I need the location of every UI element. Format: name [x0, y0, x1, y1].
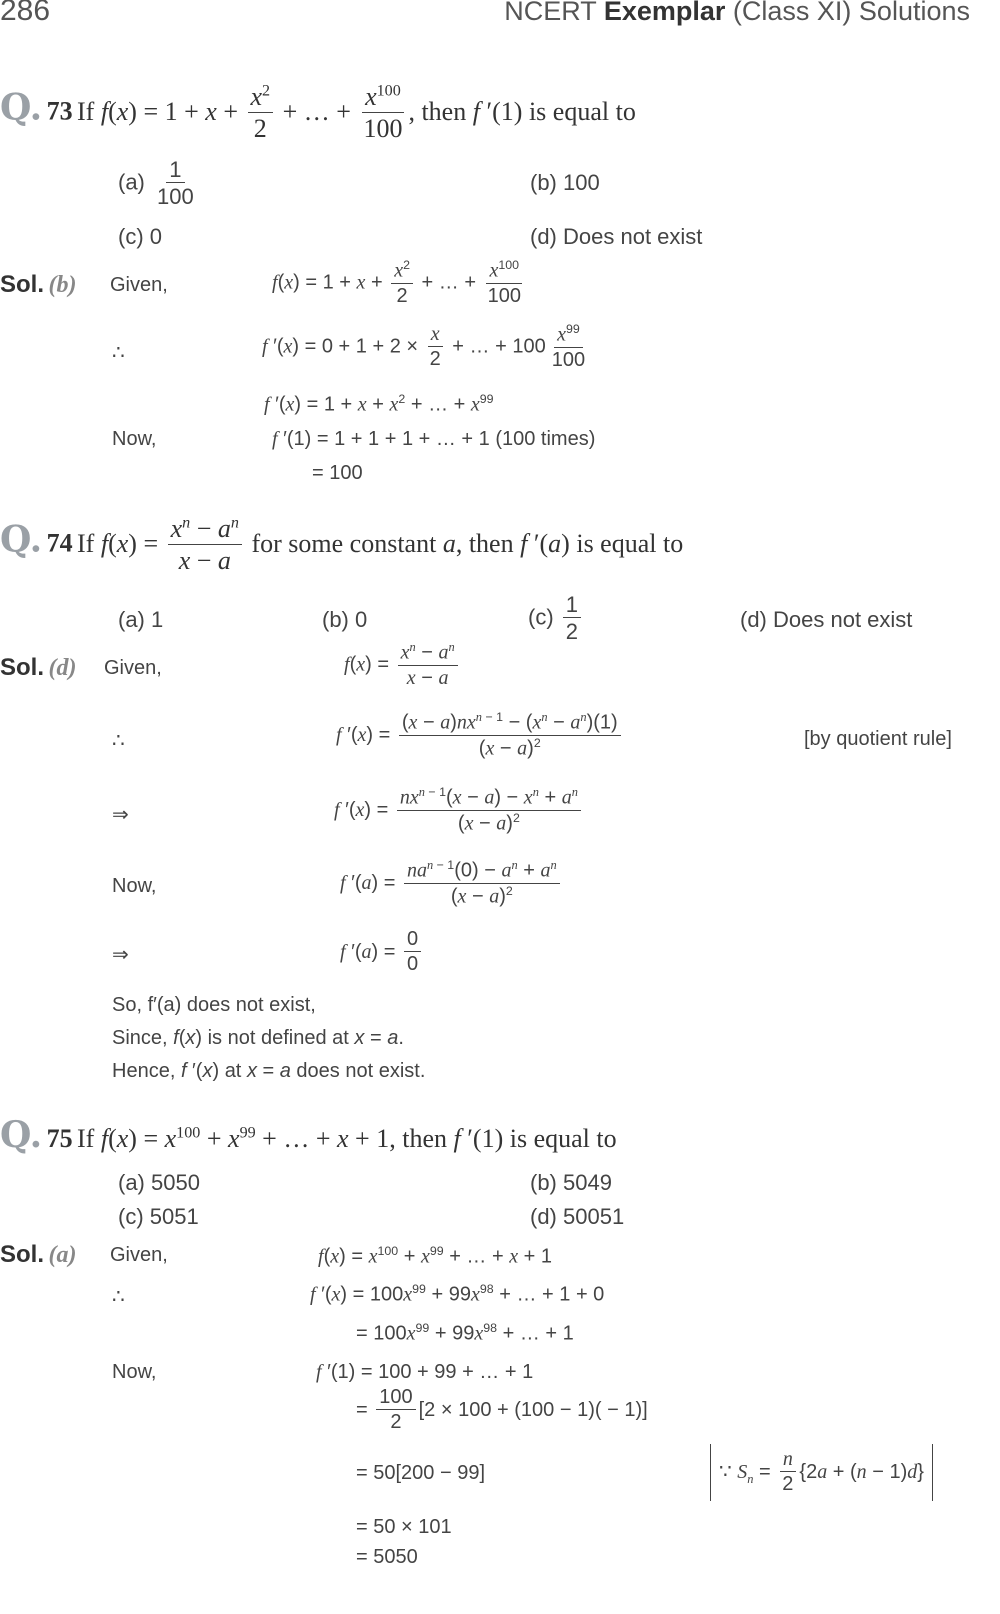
q75-step2: = 50 × 101: [356, 1516, 452, 1538]
q73-sol-label: Sol. (b): [0, 271, 77, 298]
q75-given: Given,: [110, 1244, 168, 1266]
q73-option-c[interactable]: (c) 0: [118, 224, 162, 249]
question-73: [0, 82, 636, 145]
q75-eq2: f $'(x) = 100x^{99} + 99x^{98}$ + … + 1 + 0: [310, 1282, 605, 1306]
q74-given: Given,: [104, 657, 162, 679]
q73-eq2: f ′(x) = 0 + 1 + 2 × $\frac{x}{2}$ + … + 100 $\frac{x^{99}}{100}$: [262, 322, 586, 371]
q74-sol-label: Sol. (d): [0, 654, 77, 681]
q73-eq4: f ′(1) = 1 + 1 + 1 + … + 1 (100 times): [272, 428, 596, 450]
page-header: [504, 0, 970, 27]
header-title: Exemplar: [603, 0, 726, 26]
q75-sol-label: Sol. (a): [0, 1241, 77, 1268]
question-75: [0, 1114, 617, 1156]
q74-eq4: f ′(a) = $\frac{na^{n - 1}(0) - a^n + a^n}{(x - a)^2}$: [340, 858, 563, 909]
q-number: 75: [46, 1124, 73, 1153]
q75-eq5: = $\frac{100}{2}$ [2 × 100 + (100 − 1)( − 1)]: [356, 1386, 648, 1433]
q-text: If f(x) = 1 + x + $\frac{x^2}{2}$ + … + $\frac{x^{100}}{100}$ , then f ′(1) is equal to: [77, 82, 636, 143]
q75-formula: ∵ $S_n$ = $\frac{n}{2}$ {2a + (n − 1)d}: [710, 1444, 933, 1501]
q75-therefore: ∴: [112, 1286, 125, 1308]
q74-therefore: ∴: [112, 730, 125, 752]
q73-eq3: f $'(x) = 1 + x + x^2$ + … + $x^{99}$: [264, 392, 494, 416]
q74-now: Now,: [112, 875, 157, 897]
q75-option-b[interactable]: (b) 5049: [530, 1170, 612, 1195]
q75-now: Now,: [112, 1361, 157, 1383]
q74-eq1: f(x) = $\frac{x^n - a^n}{x - a}$: [344, 640, 461, 691]
header-series: NCERT: [504, 0, 597, 26]
header-subtitle: (Class XI) Solutions: [732, 0, 970, 26]
q73-option-d[interactable]: (d) Does not exist: [530, 224, 703, 249]
q73-given: Given,: [110, 274, 168, 296]
q75-option-a[interactable]: (a) 5050: [118, 1170, 200, 1195]
q-number: 74: [46, 528, 73, 558]
q73-option-b[interactable]: (b) 100: [530, 170, 600, 195]
q73-now: Now,: [112, 428, 157, 450]
q73-therefore: ∴: [112, 342, 125, 364]
q74-line2: Since, f(x) is not defined at x = a.: [112, 1027, 404, 1049]
question-74: [0, 514, 683, 577]
q73-result: = 100: [312, 462, 363, 484]
q74-option-c[interactable]: (c) $\frac{1}{2}$: [528, 592, 584, 646]
q74-implies-1: ⇒: [112, 804, 129, 826]
q75-step1: = 50[200 − 99]: [356, 1462, 486, 1484]
page-number: 286: [0, 0, 51, 27]
q-number: 73: [46, 96, 73, 126]
q74-implies-2: ⇒: [112, 944, 129, 966]
q74-option-b[interactable]: (b) 0: [322, 607, 368, 632]
q75-eq1: $f(x) = x^{100} + x^{99}$ + … + x + 1: [318, 1244, 553, 1268]
q74-option-a[interactable]: (a) 1: [118, 607, 164, 632]
q-label: Q.: [0, 86, 43, 129]
q-label: Q.: [0, 518, 43, 561]
q73-option-a[interactable]: (a) $\frac{1}{100}$: [118, 157, 194, 210]
q75-eq3: = $100x^{99} + 99x^{98}$ + … + 1: [356, 1321, 574, 1345]
q74-eq3: f ′(x) = $\frac{nx^{n - 1}(x - a) - x^n + a^n}{(x - a)^2}$: [334, 785, 584, 836]
q75-eq4: f ′(1) = 100 + 99 + … + 1: [316, 1361, 534, 1383]
q75-option-d[interactable]: (d) 50051: [530, 1204, 625, 1229]
q74-eq5: f ′(a) = $\frac{0}{0}$: [340, 928, 424, 977]
q-text: If f(x) = $\frac{x^n - a^n}{x - a}$ for some constant a, then f ′(a) is equal to: [77, 514, 684, 575]
q74-rule: [by quotient rule]: [804, 728, 952, 750]
q75-step3: = 5050: [356, 1546, 418, 1568]
q-label: Q.: [0, 1114, 43, 1156]
q74-line1: So, f′(a) does not exist,: [112, 994, 316, 1016]
q73-eq1: f(x) = 1 + x + $\frac{x^2}{2}$ + … + $\frac{x^{100}}{100}$: [272, 258, 521, 307]
q74-option-d[interactable]: (d) Does not exist: [740, 607, 913, 632]
q74-line3: Hence, f ′(x) at x = a does not exist.: [112, 1060, 426, 1082]
q-text: If $f(x) = x^{100} + x^{99}$ + … + x + 1, then f ′(1) is equal to: [77, 1124, 617, 1153]
q75-option-c[interactable]: (c) 5051: [118, 1204, 199, 1229]
q74-eq2: f ′(x) = $\frac{(x - a)nx^{n - 1} - (x^n - a^n)(1)}{(x - a)^2}$: [336, 710, 624, 761]
